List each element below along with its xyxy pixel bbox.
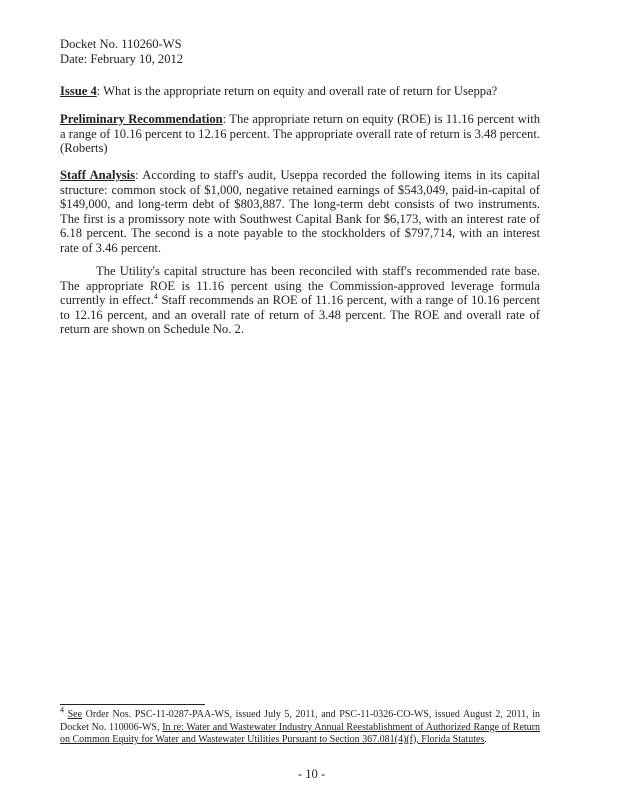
footnote-reference[interactable]: 4 (153, 292, 158, 301)
footnote-case-title: In re: Water and Wastewater Industry Annual Reestablishment of Authorized Range of Return on Common Equity for Water and Wastewater Utilities Pursuant to Section 367.081(4)(f), Florida Statutes (60, 721, 540, 745)
footnote-number: 4 (60, 705, 64, 715)
recommendation-text: : The appropriate return on equity (ROE) is 11.16 percent with a range of 10.16 percent to 12.16 percent. The appropriate overall rate of return is 3.48 percent. (Roberts) (60, 112, 540, 156)
issue-text: : What is the appropriate return on equity and overall rate of return for Useppa? (96, 84, 498, 98)
document-date: Date: February 10, 2012 (60, 52, 184, 66)
recommendation-section (60, 112, 540, 156)
footnote-divider (60, 704, 205, 705)
document-header (60, 37, 183, 67)
footnote (60, 705, 540, 747)
docket-number: Docket No. 110260-WS (60, 37, 182, 51)
footnote-text-b: . (484, 734, 487, 745)
paragraph-2-text-b: Staff recommends an ROE of 11.16 percent, with a range of 10.16 percent to 12.16 percent, and an overall rate of return of 3.48 percent. The ROE and overall rate of return are shown on Schedule No. 2. (60, 293, 541, 337)
staff-analysis-paragraph-1 (60, 168, 540, 256)
staff-analysis-label: Staff Analysis (60, 168, 136, 182)
issue-label: Issue 4 (60, 84, 97, 98)
page-number: - 10 - (297, 767, 326, 781)
issue-section (60, 84, 540, 99)
footnote-see: See (67, 709, 83, 720)
footnote-text-a: Order Nos. PSC-11-0287-PAA-WS, issued July 5, 2011, and PSC-11-0326-CO-WS, issued August 2, 2011, in Docket No. 110006-WS, (60, 709, 540, 733)
staff-analysis-paragraph-2 (60, 264, 540, 337)
recommendation-label: Preliminary Recommendation (60, 112, 223, 126)
staff-analysis-text: : According to staff's audit, Useppa recorded the following items in its capital structure: common stock of $1,000, negative retained earnings of $543,049, paid-in-capital of $149,000, and long-term debt of $803,887. The long-term debt consists of two instruments. The first is a promissory note with Southwest Capital Bank for $6,173, with an interest rate of 6.18 percent. The second is a note payable to the stockholders of $797,714, with an interest rate of 3.46 percent. (60, 168, 541, 255)
paragraph-2-text-a: The Utility's capital structure has been reconciled with staff's recommended rate base. The appropriate ROE is 11.16 percent using the Commission-approved leverage formula currently in effect. (60, 264, 540, 308)
